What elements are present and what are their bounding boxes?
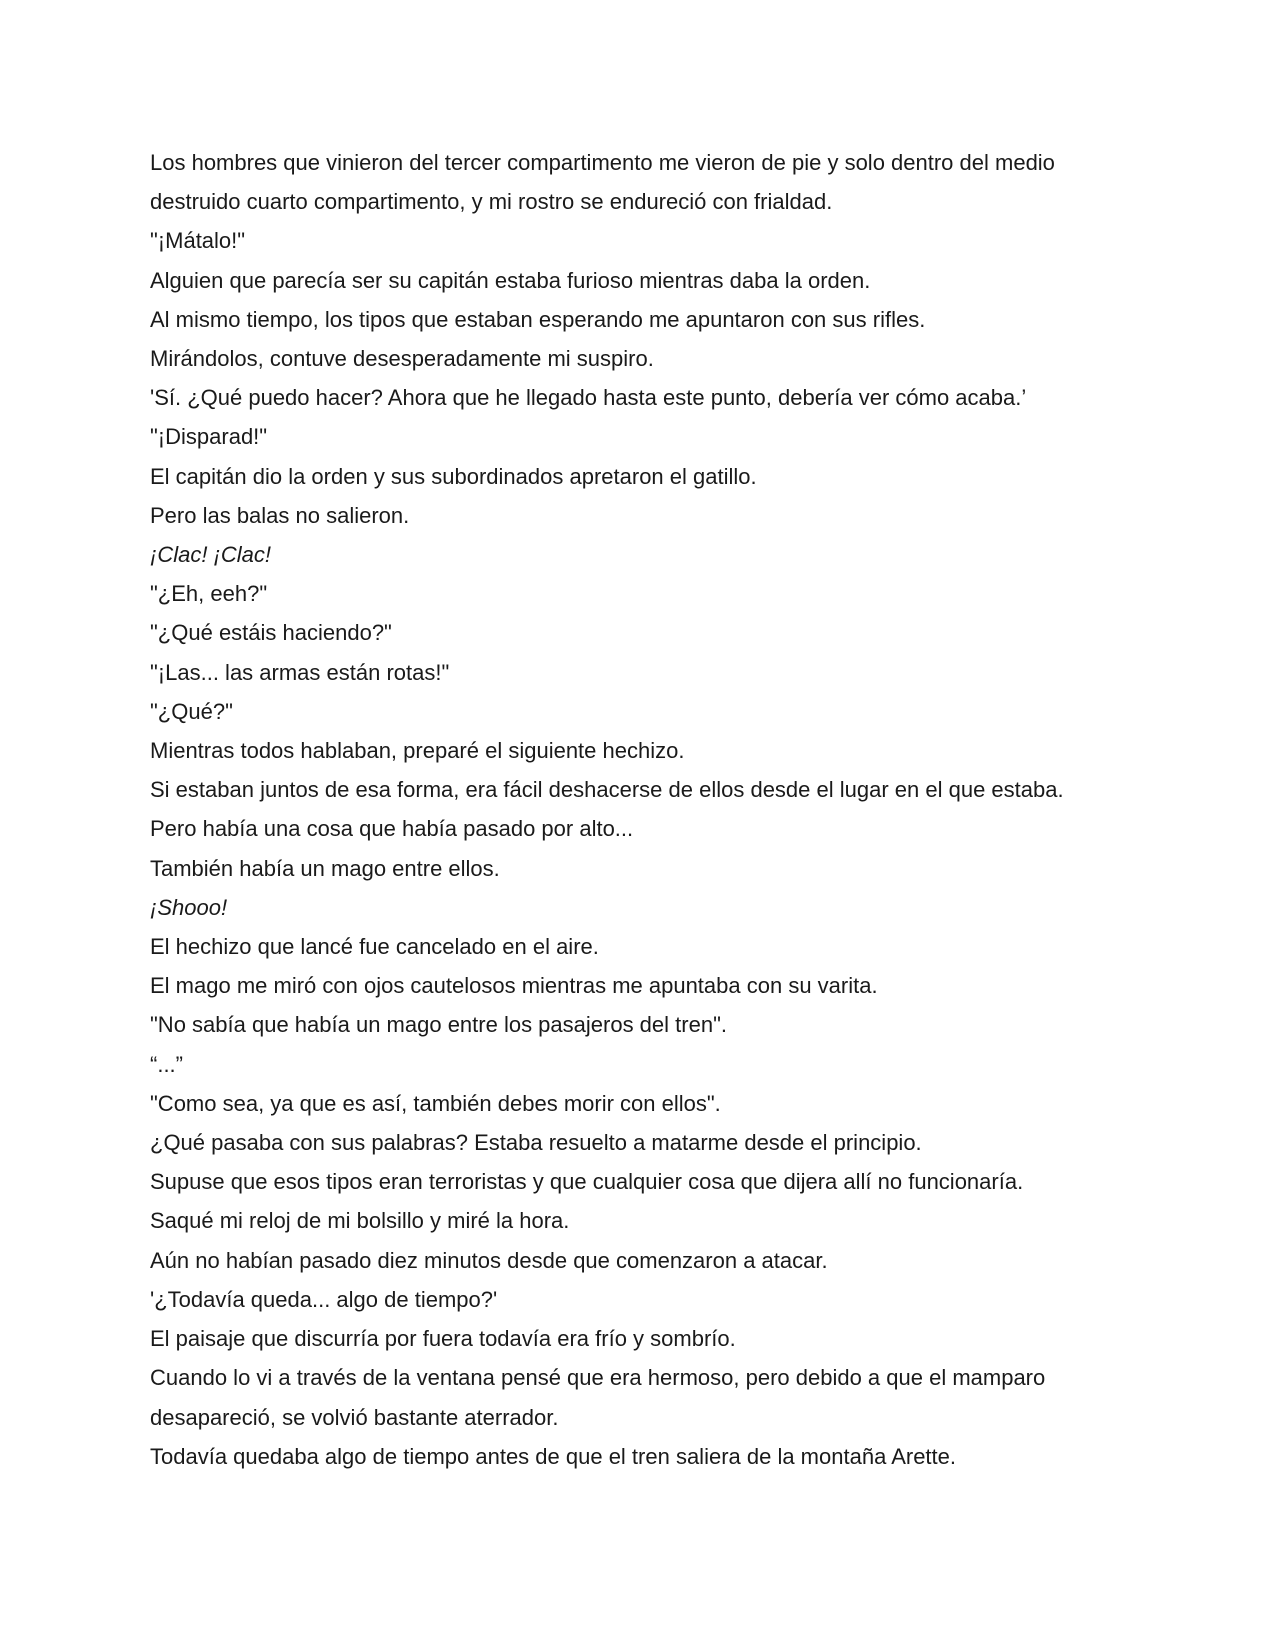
text-line: Si estaban juntos de esa forma, era fácil deshacerse de ellos desde el lugar en el que estaba. xyxy=(150,777,1064,803)
text-line: Al mismo tiempo, los tipos que estaban esperando me apuntaron con sus rifles. xyxy=(150,306,926,332)
text-line: "¿Eh, eeh?" xyxy=(150,581,268,607)
text-line: También había un mago entre ellos. xyxy=(150,855,500,881)
text-line: "¿Qué?" xyxy=(150,698,233,724)
text-line: "¡Disparad!" xyxy=(150,424,268,450)
text-line: '¿Todavía queda... algo de tiempo?' xyxy=(150,1286,498,1312)
text-line: Mirándolos, contuve desesperadamente mi suspiro. xyxy=(150,346,654,372)
text-line-italic: ¡Shooo! xyxy=(150,894,228,920)
text-line: Todavía quedaba algo de tiempo antes de que el tren saliera de la montaña Arette. xyxy=(150,1443,957,1469)
text-line: El capitán dio la orden y sus subordinados apretaron el gatillo. xyxy=(150,463,757,489)
body-text xyxy=(150,143,1130,1476)
text-line: 'Sí. ¿Qué puedo hacer? Ahora que he llegado hasta este punto, debería ver cómo acaba.’ xyxy=(150,385,1027,411)
text-line: Pero había una cosa que había pasado por alto... xyxy=(150,816,634,842)
text-line: El hechizo que lancé fue cancelado en el aire. xyxy=(150,934,599,960)
text-line: "¡Las... las armas están rotas!" xyxy=(150,659,450,685)
text-line: Saqué mi reloj de mi bolsillo y miré la hora. xyxy=(150,1208,570,1234)
text-line: desapareció, se volvió bastante aterrador. xyxy=(150,1404,559,1430)
text-line: "Como sea, ya que es así, también debes morir con ellos". xyxy=(150,1090,721,1116)
text-line-italic: ¡Clac! ¡Clac! xyxy=(150,542,272,568)
text-line: Alguien que parecía ser su capitán estaba furioso mientras daba la orden. xyxy=(150,267,871,293)
text-line: "No sabía que había un mago entre los pasajeros del tren". xyxy=(150,1012,727,1038)
text-line: “...” xyxy=(150,1051,183,1077)
text-line: ¿Qué pasaba con sus palabras? Estaba resuelto a matarme desde el principio. xyxy=(150,1130,922,1156)
text-line: El paisaje que discurría por fuera todavía era frío y sombrío. xyxy=(150,1326,736,1352)
text-line: Mientras todos hablaban, preparé el siguiente hechizo. xyxy=(150,738,685,764)
text-line: Aún no habían pasado diez minutos desde que comenzaron a atacar. xyxy=(150,1247,828,1273)
text-line: Los hombres que vinieron del tercer compartimento me vieron de pie y solo dentro del medio xyxy=(150,150,1055,175)
text-line: El mago me miró con ojos cautelosos mientras me apuntaba con su varita. xyxy=(150,973,878,999)
text-line: "¡Mátalo!" xyxy=(150,228,246,254)
text-line: Cuando lo vi a través de la ventana pensé que era hermoso, pero debido a que el mamparo xyxy=(150,1365,1046,1391)
text-line: destruido cuarto compartimento, y mi rostro se endureció con frialdad. xyxy=(150,189,833,215)
text-line: Pero las balas no salieron. xyxy=(150,502,410,528)
text-line: Supuse que esos tipos eran terroristas y que cualquier cosa que dijera allí no funcionaría. xyxy=(150,1169,1024,1195)
text-line: "¿Qué estáis haciendo?" xyxy=(150,620,392,646)
